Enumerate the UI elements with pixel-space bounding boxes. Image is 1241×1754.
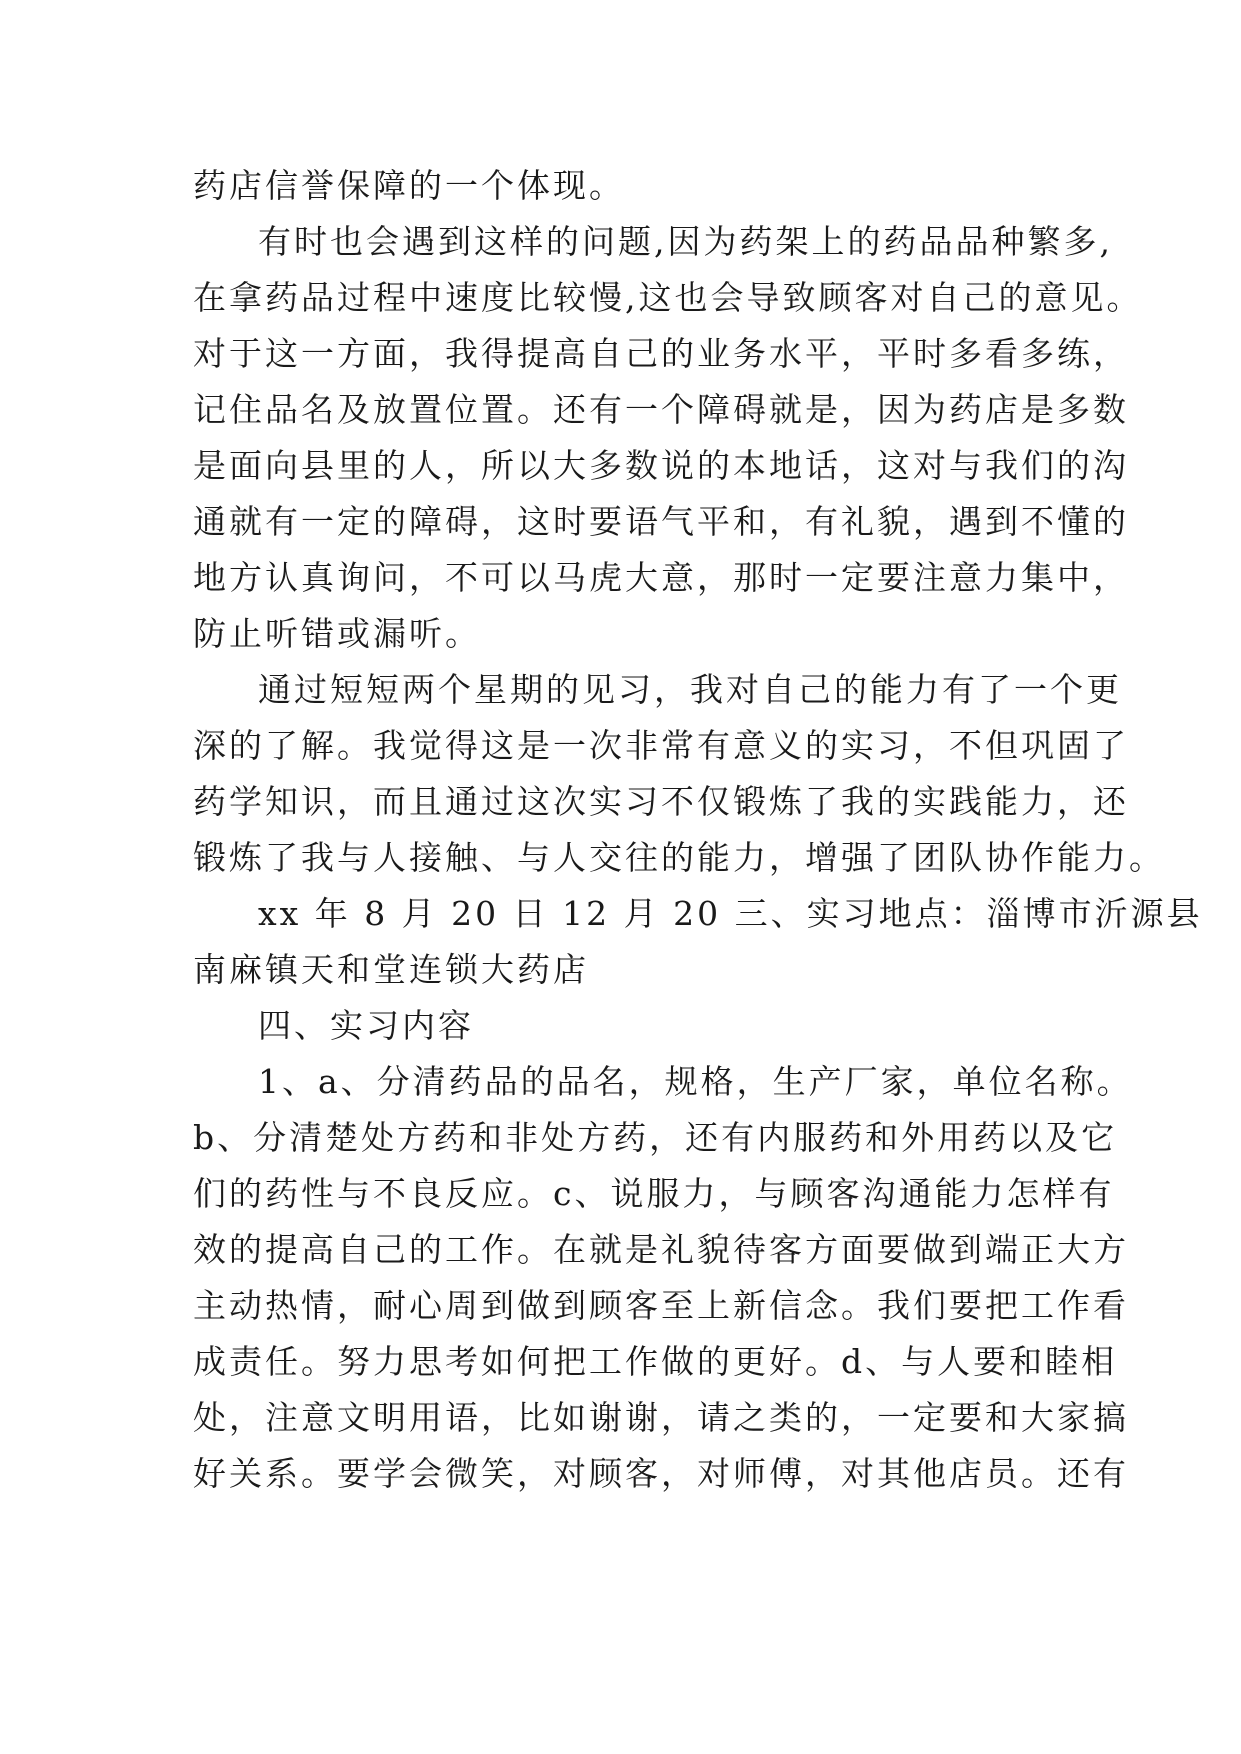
text-line: 防止听错或漏听。 bbox=[193, 614, 481, 653]
text-line: 成责任。努力思考如何把工作做的更好。d、与人要和睦相 bbox=[193, 1342, 1118, 1381]
text-line: 南麻镇天和堂连锁大药店 bbox=[193, 950, 589, 989]
text-line: 通过短短两个星期的见习，我对自己的能力有了一个更 bbox=[258, 670, 1122, 709]
text-line: 药学知识，而且通过这次实习不仅锻炼了我的实践能力，还 bbox=[193, 782, 1129, 821]
text-line: 是面向县里的人，所以大多数说的本地话，这对与我们的沟 bbox=[193, 446, 1129, 485]
text-line: 在拿药品过程中速度比较慢,这也会导致顾客对自己的意见。 bbox=[193, 278, 1143, 317]
text-line: 药店信誉保障的一个体现。 bbox=[193, 166, 625, 205]
text-line: 1、a、分清药品的品名，规格，生产厂家，单位名称。 bbox=[258, 1062, 1133, 1101]
text-line: 通就有一定的障碍，这时要语气平和，有礼貌，遇到不懂的 bbox=[193, 502, 1129, 541]
text-line: 锻炼了我与人接触、与人交往的能力，增强了团队协作能力。 bbox=[193, 838, 1165, 877]
text-line: 处，注意文明用语，比如谢谢，请之类的，一定要和大家搞 bbox=[193, 1398, 1129, 1437]
text-line: 记住品名及放置位置。还有一个障碍就是，因为药店是多数 bbox=[193, 390, 1129, 429]
text-line: 效的提高自己的工作。在就是礼貌待客方面要做到端正大方 bbox=[193, 1230, 1129, 1269]
text-line: b、分清楚处方药和非处方药，还有内服药和外用药以及它 bbox=[193, 1118, 1118, 1157]
text-line: 们的药性与不良反应。c、说服力，与顾客沟通能力怎样有 bbox=[193, 1174, 1115, 1213]
text-line: 地方认真询问，不可以马虎大意，那时一定要注意力集中， bbox=[193, 558, 1129, 597]
text-line: 深的了解。我觉得这是一次非常有意义的实习，不但巩固了 bbox=[193, 726, 1129, 765]
text-line: 对于这一方面，我得提高自己的业务水平，平时多看多练， bbox=[193, 334, 1129, 373]
text-line: 有时也会遇到这样的问题,因为药架上的药品品种繁多, bbox=[258, 222, 1113, 261]
text-line: 主动热情，耐心周到做到顾客至上新信念。我们要把工作看 bbox=[193, 1286, 1129, 1325]
section-heading: 四、实习内容 bbox=[258, 1006, 474, 1045]
text-line: 好关系。要学会微笑，对顾客，对师傅，对其他店员。还有 bbox=[193, 1454, 1129, 1493]
text-line: xx 年 8 月 20 日 12 月 20 三、实习地点：淄博市沂源县 bbox=[258, 894, 1203, 933]
